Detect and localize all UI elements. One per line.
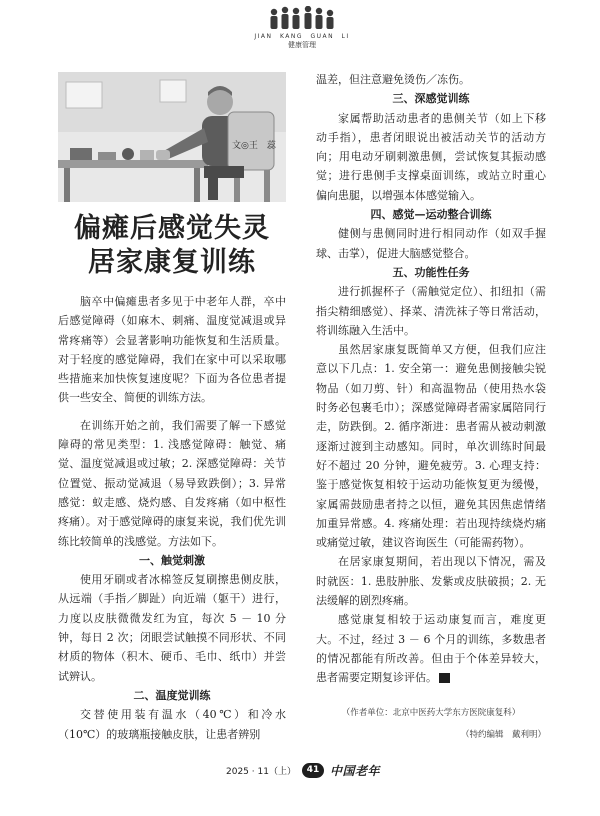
left-column	[58, 292, 286, 744]
intro-paragraph: 脑卒中偏瘫患者多见于中老年人群，卒中后感觉障碍（如麻木、刺痛、温度觉减退或异常疼痛等）会显著影响功能恢复和生活质量。对于轻度的感觉障碍，我们在家中可以采取哪些措施来加快恢复速度呢？下面为各位患者提供一些安全、简便的训练方法。	[58, 295, 286, 405]
section-name: 健康管理	[288, 41, 316, 49]
end-mark-icon: ZG	[439, 673, 450, 683]
section-text-3: 家属帮助活动患者的患侧关节（如上下移动手指），患者闭眼说出被活动关节的活动方向；用电动牙刷刺激患侧，尝试恢复其振动感觉；进行患侧手支撑桌面训练，或站立时重心偏向患腿，以增强本体感觉输入。	[316, 111, 546, 202]
title-line-2: 居家康复训练	[88, 247, 256, 278]
section-heading-2: 二、温度觉训练	[133, 688, 211, 702]
section-text-2: 交替使用装有温水（40℃）和冷水（10℃）的玻璃瓶接触皮肤，让患者辨别	[58, 708, 286, 741]
page-footer	[226, 761, 380, 779]
precautions-paragraph: 虽然居家康复既简单又方便，但我们应注意以下几点：1. 安全第一：避免患侧接触尖锐物品（如刀剪、针）和高温物品（使用热水袋时务必包裹毛巾）；深感觉障碍者需家属陪同行走，防跌倒。2. 循序渐进：患者需从被动刺激逐渐过渡到主动感知。同时，单次训练时间最好不超过 20 分钟，避免疲劳。3. 心理支持：鉴于感觉恢复相较于运动功能恢复更为缓慢，家属需鼓励患者持之以恒，避免其因焦虑情绪加重异常感。4. 疼痛处理：若出现持续烧灼痛或痛觉过敏，建议咨询医生（可能需药物）。	[316, 343, 546, 550]
section-heading-3: 三、深感觉训练	[392, 92, 470, 106]
section-text-5: 进行抓握杯子（需触觉定位）、扣纽扣（需指尖精细感觉）、择菜、清洗袜子等日常活动，将训练融入生活中。	[316, 285, 546, 337]
masthead-people-icon	[250, 6, 354, 32]
section-heading-4: 四、感觉—运动整合训练	[370, 208, 492, 222]
article-illustration	[58, 72, 286, 202]
title-line-1: 偏瘫后感觉失灵	[74, 213, 270, 244]
right-column	[316, 70, 546, 688]
editor-credit: （特约编辑 戴利明）	[460, 730, 546, 740]
article-title	[58, 212, 286, 280]
masthead-pinyin	[250, 33, 354, 40]
pinyin-word: LI	[341, 33, 350, 40]
author-affiliation: （作者单位：北京中医药大学东方医院康复科）	[341, 708, 521, 718]
pinyin-word: JIAN	[254, 33, 273, 40]
section-text-4: 健侧与患侧同时进行相同动作（如双手握球、击掌），促进大脑感觉整合。	[316, 227, 546, 260]
author-byline: 文◎王 蕊	[232, 141, 276, 151]
closing-text: 感觉康复相较于运动康复而言，难度更大。不过，经过 3 － 6 个月的训练，多数患者的情况都能有所改善。但由于个体差异较大，患者需要定期复诊评估。	[316, 613, 546, 685]
section-heading-5: 五、功能性任务	[392, 265, 470, 279]
pinyin-word: KANG	[279, 33, 304, 40]
magazine-logo: 中国老年	[329, 763, 380, 778]
section-text-2-continued: 温差，但注意避免烫伤／冻伤。	[316, 73, 470, 86]
closing-paragraph	[316, 610, 546, 687]
types-paragraph: 在训练开始之前，我们需要了解一下感觉障碍的常见类型：1. 浅感觉障碍：触觉、痛觉、温度觉减退或过敏；2. 深感觉障碍：关节位置觉、振动觉减退（易导致跌倒）；3. 异常感觉：蚁走感、烧灼感、自发疼痛（如中枢性疼痛）。对于感觉障碍的康复来说，我们优先训练比较简单的浅感觉。方法如下。	[58, 418, 286, 548]
pinyin-word: GUAN	[310, 33, 335, 40]
page-number: 41	[302, 763, 324, 778]
issue-label: 2025 · 11（上）	[226, 766, 296, 777]
masthead	[250, 6, 354, 50]
section-text-1: 使用牙刷或者冰棉签反复刷擦患侧皮肤，从远端（手指／脚趾）向近端（躯干）进行，力度以皮肤微微发红为宜，每次 5 － 10 分钟，每日 2 次；闭眼尝试触摸不同形状、不同材质的物体（积木、硬币、毛巾、纸巾）并尝试辨认。	[58, 573, 286, 683]
section-heading-1: 一、触觉刺激	[139, 553, 205, 567]
medical-paragraph: 在居家康复期间，若出现以下情况，需及时就医：1. 患肢肿胀、发紫或皮肤破损；2. 无法缓解的剧烈疼痛。	[316, 555, 546, 608]
